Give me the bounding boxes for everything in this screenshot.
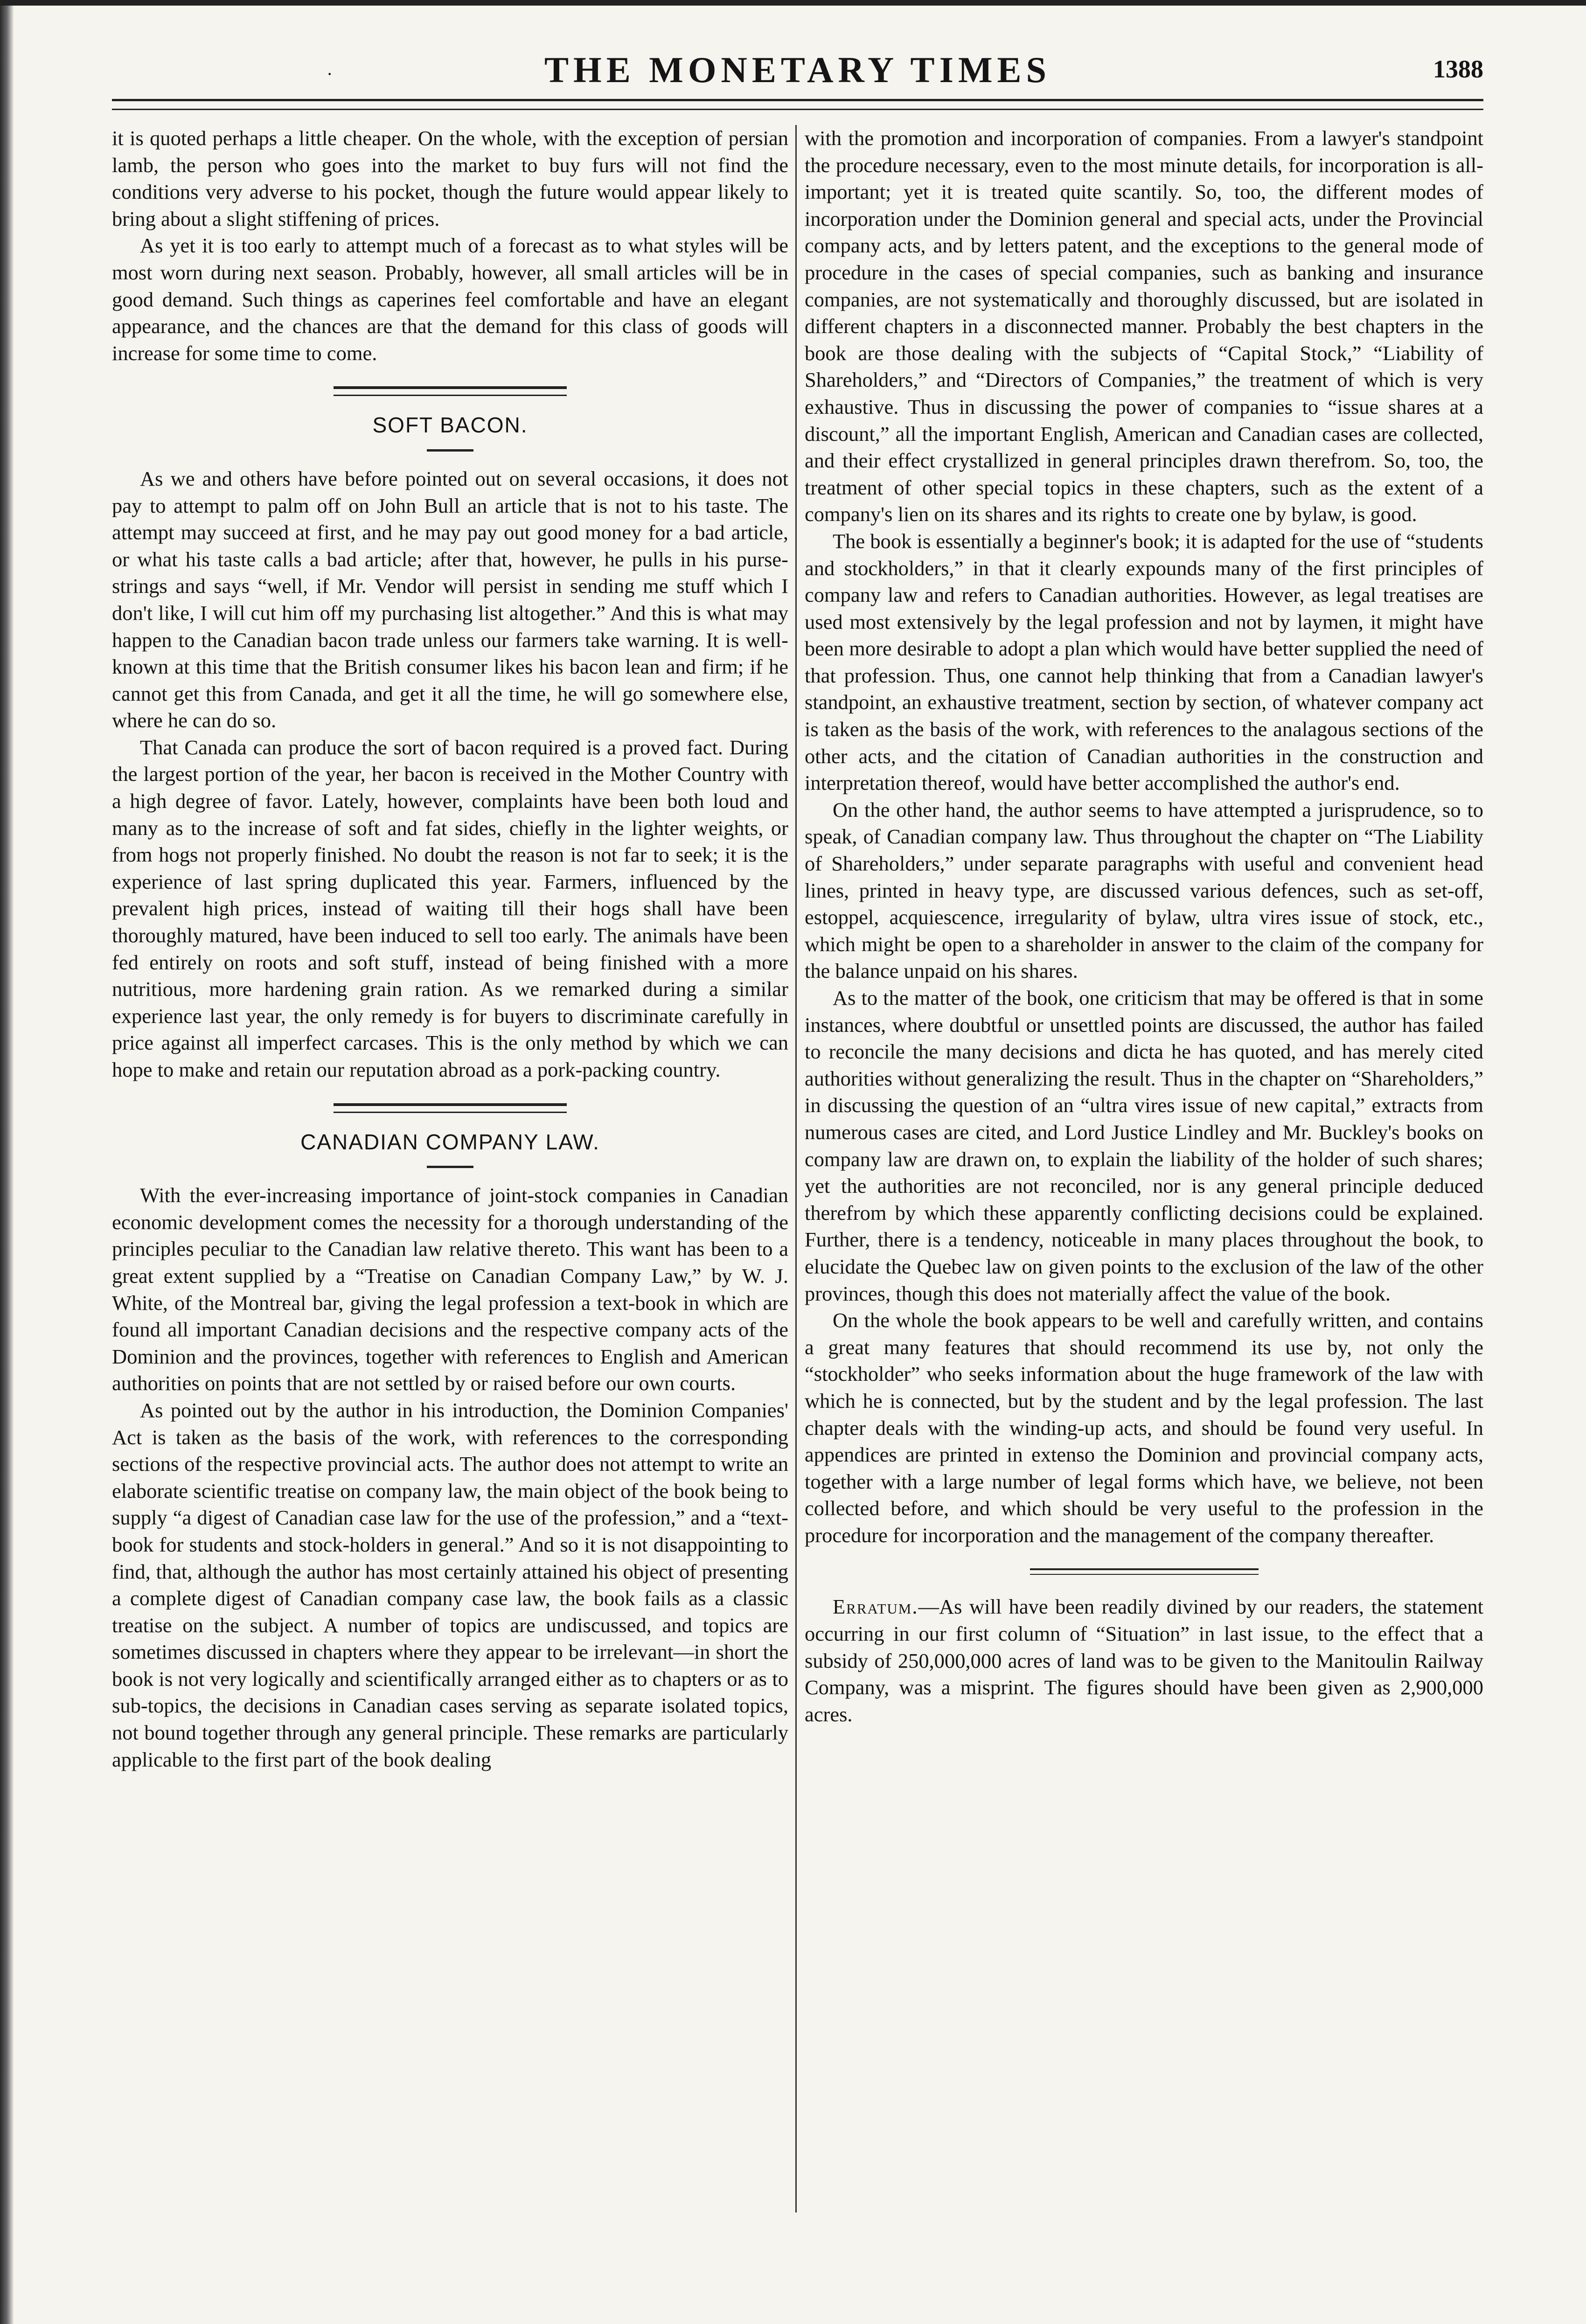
- article-paragraph: with the promotion and incorporation of companies. From a lawyer's standpoint the procedure necessary, even to the most minute details, for incorporation is all-important; yet it is treated quite scantily. So, too, the different modes of incorporation under the Dominion general and special acts, under the Provincial company acts, and by letters patent, and the exceptions to the general mode of procedure in the cases of special companies, such as banking and insurance companies, are not systematically and thoroughly discussed, but are isolated in different chapters in a disconnected manner. Probably the best chapters in the book are those dealing with the subjects of “Capital Stock,” “Liability of Shareholders,” and “Directors of Companies,” the treatment of which is very exhaustive. Thus in discussing the power of companies to “issue shares at a discount,” all the important English, American and Canadian cases are collected, and their effect crystallized in general principles drawn therefrom. So, too, the treatment of other special topics in these chapters, such as the extent of a company's lien on its shares and its rights to create one by bylaw, is good.: [805, 126, 1483, 526]
- heading-underline: [427, 1166, 473, 1168]
- article-paragraph: With the ever-increasing importance of joint-stock companies in Canadian economic development comes the necessity for a thorough understanding of the principles peculiar to the Canadian law relative thereto. This want has been to a great extent supplied by a “Treatise on Canadian Company Law,” by W. J. White, of the Montreal bar, giving the legal profession a text-book in which are found all important Canadian decisions and the respective company acts of the Dominion and the provinces, together with references to English and American authorities on points that are not settled by or raised before our own courts.: [112, 1183, 788, 1395]
- erratum-label: Erratum.: [833, 1595, 918, 1619]
- binding-edge: [0, 0, 14, 2324]
- masthead-ornament: ·: [327, 63, 333, 84]
- article-paragraph: As to the matter of the book, one criticism that may be offered is that in some instances, where doubtful or unsettled points are discussed, the author has failed to reconcile the many decisions and dicta he has quoted, and has merely cited authorities without generalizing the result. Thus in the chapter on “Shareholders,” in discussing the question of an “ultra vires issue of new capital,” extracts from numerous cases are cited, and Lord Justice Lindley and Mr. Buckley's books on company law are drawn on, to explain the liability of the holder of such shares; yet the authorities are not reconciled, nor is any general principle deduced therefrom by which these apparently conflicting decisions could be explained. Further, there is a tendency, noticeable in many places throughout the book, to elucidate the Quebec law on given points to the exclusion of the law of the other provinces, though this does not materially affect the value of the book.: [805, 986, 1483, 1305]
- article-paragraph: As pointed out by the author in his introduction, the Dominion Companies' Act is taken as the basis of the work, with references to the corresponding sections of the respective provincial acts. The author does not attempt to write an elaborate scientific treatise on company law, the main object of the book being to supply “a digest of Canadian case law for the use of the profession,” and a “text-book for students and stock-holders in general.” And so it is not disappointing to find, that, although the author has most certainly attained his object of presenting a complete digest of Canadian company case law, the book fails as a classic treatise on the subject. A number of topics are undiscussed, and topics are sometimes discussed in chapters where they appear to be irrelevant—in short the book is not very logically and scientifically arranged either as to chapters or as to sub-topics, the decisions in Canadian cases serving as separate isolated topics, not bound together through any general principle. These remarks are particularly applicable to the first part of the book dealing: [112, 1398, 788, 1771]
- article-paragraph: That Canada can produce the sort of bacon required is a proved fact. During the largest portion of the year, her bacon is received in the Mother Country with a high degree of favor. Lately, however, complaints have been both loud and many as to the increase of soft and fat sides, chiefly in the lighter weights, or from hogs not properly finished. No doubt the reason is not far to seek; it is the experience of last spring duplicated this year. Farmers, influenced by the prevalent high prices, instead of waiting till their hogs shall have been thoroughly matured, have been induced to sell too early. The animals have been fed entirely on roots and soft stuff, instead of being finished with a more nutritious, more hardening grain ration. As we remarked during a similar experience last year, the only remedy is for buyers to discriminate carefully in price against all imperfect carcases. This is the only method by which we can hope to make and retain our reputation abroad as a pork-packing country.: [112, 735, 788, 1081]
- heading-underline: [427, 449, 473, 452]
- right-column: [805, 125, 1483, 1728]
- article-paragraph: As we and others have before pointed out on several occasions, it does not pay to attempt to palm off on John Bull an article that is not to his taste. The attempt may succeed at first, and he may pay out good money for a bad article, or what his taste calls a bad article; after that, however, he pulls in his purse-strings and says “well, if Mr. Vendor will persist in sending me stuff which I don't like, I will cut him off my purchasing list altogether.” And this is what may happen to the Canadian bacon trade unless our farmers take warning. It is well-known at this time that the British consumer likes his bacon lean and firm; if he cannot get this from Canada, and get it all the time, he will go somewhere else, where he can do so.: [112, 466, 788, 732]
- publication-title: THE MONETARY TIMES: [544, 49, 1051, 90]
- section-divider: [334, 386, 567, 396]
- article-paragraph: On the other hand, the author seems to have attempted a jurisprudence, so to speak, of Canadian company law. Thus throughout the chapter on “The Liability of Shareholders,” under separate paragraphs with useful and convenient head lines, printed in heavy type, are discussed various defences, such as set-off, estoppel, acquiescence, irregularity of bylaw, ultra vires issue of stock, etc., which might be open to a shareholder in answer to the claim of the company for the balance unpaid on his shares.: [805, 798, 1483, 983]
- article-paragraph: it is quoted perhaps a little cheaper. On the whole, with the exception of persian lamb, the person who goes into the market to buy furs will not find the conditions very adverse to his pocket, though the future would appear likely to bring about a slight stiffening of prices.: [112, 126, 788, 230]
- masthead-rule: [112, 99, 1483, 110]
- column-divider: [795, 125, 797, 2213]
- erratum-text: —As will have been readily divined by our readers, the statement occurring in our first column of “Situation” in last issue, to the effect that a subsidy of 250,000,000 acres of land was to be given to the Manitoulin Railway Company, was a misprint. The figures should have been given as 2,900,000 acres.: [805, 1595, 1483, 1726]
- article-paragraph: The book is essentially a beginner's book; it is adapted for the use of “students and stockholders,” in that it clearly expounds many of the first principles of company law and refers to Canadian authorities. However, as legal treatises are used most extensively by the legal profession and not by laymen, it might have been more desirable to adopt a plan which would have better supplied the need of that profession. Thus, one cannot help thinking that from a Canadian lawyer's standpoint, an exhaustive treatment, section by section, of whatever company act is taken as the basis of the work, with references to the analagous sections of the other acts, and the citation of Canadian authorities in the construction and interpretation thereof, would have better accomplished the author's end.: [805, 529, 1483, 795]
- article-heading-soft-bacon: SOFT BACON.: [372, 413, 528, 438]
- masthead: [112, 49, 1483, 100]
- article-paragraph: On the whole the book appears to be well and carefully written, and contains a great many features that should recommend its use by, not only the “stockholder” who seeks information about the huge framework of the law with which he is connected, but by the student and by the legal profession. The last chapter deals with the winding-up acts, and should be found very useful. In appendices are printed in extenso the Dominion and provincial company acts, together with a large number of legal forms which have, we believe, not been collected before, and which should be very useful to the profession in the procedure for incorporation and the management of the company thereafter.: [805, 1308, 1483, 1547]
- section-divider: [1030, 1568, 1259, 1575]
- article-paragraph: As yet it is too early to attempt much of a forecast as to what styles will be most worn during next season. Probably, however, all small articles will be in good demand. Such things as caperines feel comfortable and have an elegant appearance, and the chances are that the demand for this class of goods will increase for some time to come.: [112, 234, 788, 365]
- article-heading-company-law: CANADIAN COMPANY LAW.: [300, 1129, 600, 1154]
- erratum-note: [805, 1593, 1483, 1728]
- page-number: 1388: [1433, 55, 1483, 83]
- top-rule: [0, 0, 1586, 6]
- section-divider: [334, 1103, 567, 1113]
- left-column: [112, 125, 788, 1773]
